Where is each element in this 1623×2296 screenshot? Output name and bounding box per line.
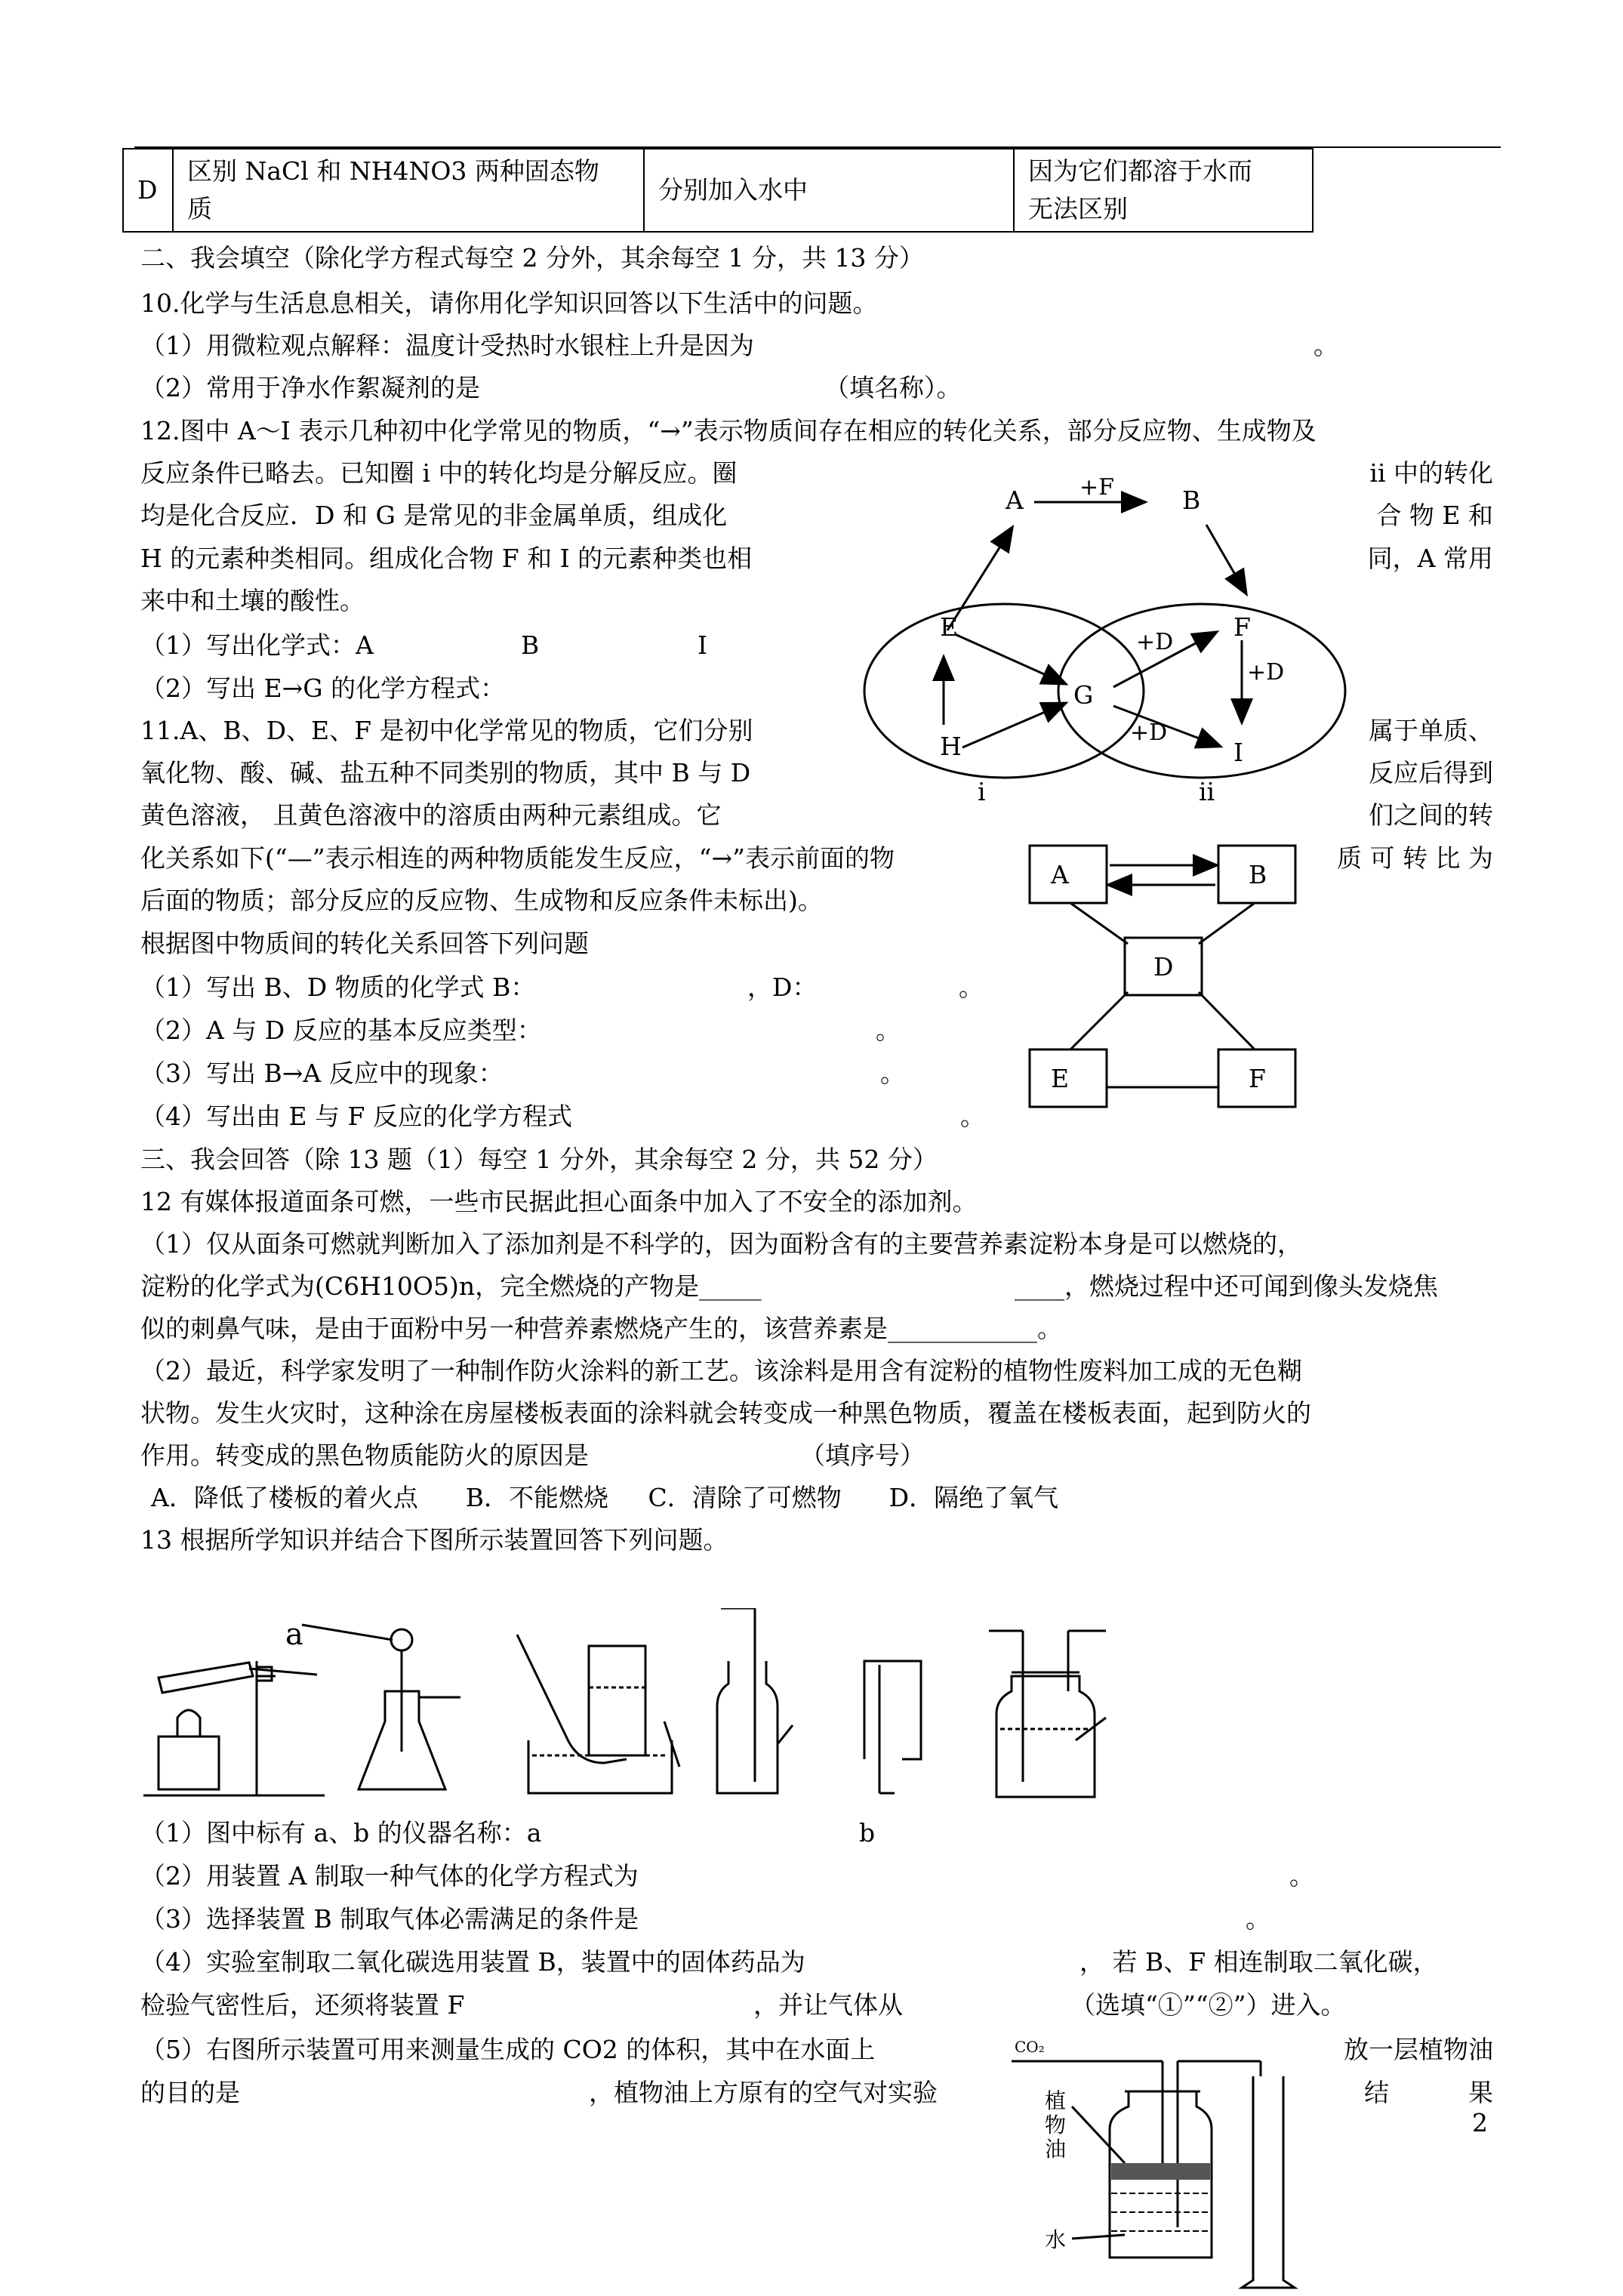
q12a-line4: H 的元素种类相同。组成化合物 F 和 I 的元素种类也相 (140, 544, 753, 573)
q12a-line4-right: 同，A 常用 (1367, 544, 1493, 573)
label-a: a (285, 1617, 303, 1652)
q13-part5-line2-right: 结 果 (1364, 2078, 1493, 2107)
q11-line4-right: 质 可 转 比 为 (1337, 843, 1493, 873)
table-cell-label: D (123, 149, 173, 232)
q13-part4-line2-right: （选填“①”“②”）进入。 (1070, 1990, 1346, 2020)
q12b-part2-line3-end: （填序号） (800, 1441, 925, 1470)
q12a-line3-right: 合 物 E 和 (1376, 501, 1493, 530)
q13-part1: （1）图中标有 a、b 的仪器名称：a (140, 1818, 542, 1848)
q12a-part2: （2）写出 E→G 的化学方程式： (140, 673, 506, 703)
q13-part5-line1: （5）右图所示装置可用来测量生成的 CO2 的体积，其中在水面上 (140, 2035, 876, 2064)
box-e: E (1051, 1064, 1070, 1093)
q13-part4-line1-right: ， 若 B、F 相连制取二氧化碳， (1079, 1947, 1438, 1977)
node-h: H (940, 732, 962, 761)
q12b-part1-line3: 似的刺鼻气味，是由于面粉中另一种营养素燃烧产生的，该营养素是____________。 (140, 1314, 1062, 1343)
node-f: F (1233, 612, 1251, 642)
table-cell-reason-line2: 无法区别 (1028, 194, 1128, 223)
apparatus-f (989, 1631, 1106, 1797)
q11-part2: （2）A 与 D 反应的基本反应类型： (140, 1015, 542, 1045)
q12b-title: 12 有媒体报道面条可燃，一些市民据此担心面条中加入了不安全的添加剂。 (140, 1187, 978, 1216)
label-circle-i: i (978, 777, 986, 806)
q13-part3-end: 。 (1246, 1904, 1270, 1934)
q13-part5-line2: 的目的是 (140, 2078, 240, 2107)
q12a-part1: （1）写出化学式：A (140, 630, 374, 660)
apparatus-e (864, 1661, 921, 1793)
q13-part4-line2: 检验气密性后，还须将装置 F (140, 1990, 465, 2020)
table-cell-reason-line1: 因为它们都溶于水而 (1028, 156, 1252, 186)
q13-part3: （3）选择装置 B 制取气体必需满足的条件是 (140, 1904, 639, 1934)
apparatus-a (143, 1661, 325, 1795)
q10-part1: （1）用微粒观点解释：温度计受热时水银柱上升是因为 (140, 331, 754, 360)
apparatus-d (717, 1608, 793, 1793)
section-3-heading: 三、我会回答（除 13 题（1）每空 1 分外，其余每空 2 分，共 52 分） (140, 1145, 938, 1174)
q10-part2: （2）常用于净水作絮凝剂的是 (140, 373, 480, 402)
q13-part2: （2）用装置 A 制取一种气体的化学方程式为 (140, 1861, 639, 1891)
q12b-part2-line2: 状物。发生火灾时，这种涂在房屋楼板表面的涂料就会转变成一种黑色物质，覆盖在楼板表面，起到防火的 (140, 1398, 1311, 1428)
q12b-part1-line2-right: ____，燃烧过程中还可闻到像头发烧焦 (1015, 1271, 1438, 1301)
box-f: F (1249, 1064, 1266, 1093)
q12b-part1-line2: 淀粉的化学式为(C6H10O5)n，完全燃烧的产物是_____ (140, 1271, 762, 1301)
table-cell-task-line2: 质 (187, 194, 212, 223)
q12a-line2-right: ii 中的转化 (1369, 458, 1493, 488)
node-g: G (1073, 680, 1094, 710)
q11-line1-right: 属于单质、 (1369, 716, 1493, 745)
q11-line1: 11.A、B、D、E、F 是初中化学常见的物质，它们分别 (140, 716, 753, 745)
q13-part5-line1-right: 放一层植物油 (1344, 2035, 1493, 2064)
options-table (122, 148, 1313, 233)
q11-line4: 化关系如下(“—”表示相连的两种物质能发生反应，“→”表示前面的物 (140, 843, 895, 873)
q12a-line5: 来中和土壤的酸性。 (140, 586, 365, 615)
apparatus-c (517, 1635, 679, 1793)
label-oil-2: 物 (1045, 2113, 1067, 2137)
table-row (123, 149, 1313, 232)
q11-line3-right: 们之间的转 (1369, 800, 1493, 830)
q10-title: 10.化学与生活息息相关，请你用化学知识回答以下生活中的问题。 (140, 288, 878, 318)
q13-part2-end: 。 (1289, 1861, 1314, 1891)
q12b-part1-line1: （1）仅从面条可燃就判断加入了添加剂是不科学的，因为面粉含有的主要营养素淀粉本身是可以燃烧的， (140, 1229, 1302, 1259)
q11-line3: 黄色溶液， 且黄色溶液中的溶质由两种元素组成。它 (140, 800, 722, 830)
node-a: A (1006, 485, 1024, 515)
q12a-line3: 均是化合反应．D 和 G 是常见的非金属单质，组成化 (140, 501, 728, 530)
q11-part3-end: 。 (880, 1059, 905, 1088)
table-cell-task-line1: 区别 NaCl 和 NH4NO3 两种固态物 (187, 156, 599, 186)
q12b-part2-line1: （2）最近，科学家发明了一种制作防火涂料的新工艺。该涂料是用含有淀粉的植物性废料加工成的无色糊 (140, 1356, 1302, 1385)
node-e: E (940, 612, 959, 642)
q11-line5: 后面的物质；部分反应的反应物、生成物和反应条件未标出)。 (140, 886, 823, 915)
q11-part2-end: 。 (876, 1015, 901, 1045)
label-oil-3: 油 (1045, 2137, 1067, 2162)
q11-part1-d: ，D： (747, 972, 818, 1002)
label-oil-1: 植 (1045, 2088, 1067, 2113)
q11-part1-end: 。 (959, 972, 984, 1002)
label-water: 水 (1045, 2227, 1067, 2252)
q11-line2-right: 反应后得到 (1369, 758, 1493, 787)
section-2-heading: 二、我会填空（除化学方程式每空 2 分外，其余每空 1 分，共 13 分） (140, 243, 924, 273)
q13-part4-line1: （4）实验室制取二氧化碳选用装置 B，装置中的固体药品为 (140, 1947, 805, 1977)
q12a-part1-i: I (698, 630, 708, 660)
q13-title: 13 根据所学知识并结合下图所示装置回答下列问题。 (140, 1525, 728, 1555)
circle-i (864, 604, 1144, 778)
label-plus-d-2: +D (1247, 659, 1285, 686)
q11-part1: （1）写出 B、D 物质的化学式 B： (140, 972, 536, 1002)
box-b: B (1249, 860, 1267, 889)
label-plus-f: +F (1079, 474, 1114, 501)
q12a-line2: 反应条件已略去。已知圈 i 中的转化均是分解反应。圈 (140, 458, 738, 488)
q10-part1-end: 。 (1313, 331, 1338, 360)
apparatus-figure (143, 1608, 1125, 1812)
circle-ii (1058, 604, 1345, 778)
table-cell-reason (1014, 149, 1313, 232)
box-a: A (1051, 860, 1069, 889)
table-cell-task (173, 149, 644, 232)
q11-line2: 氧化物、酸、碱、盐五种不同类别的物质，其中 B 与 D (140, 758, 751, 787)
q13-part4-line2-mid: ，并让气体从 (753, 1990, 903, 2020)
q11-part4: （4）写出由 E 与 F 反应的化学方程式 (140, 1102, 572, 1131)
q10-part2-end: （填名称）。 (824, 373, 962, 402)
q11-part4-end: 。 (960, 1102, 985, 1131)
label-plus-d-3: +D (1130, 720, 1168, 746)
q12b-options: A．降低了楼板的着火点 B．不能燃烧 C．清除了可燃物 D．隔绝了氧气 (151, 1483, 1059, 1512)
q13-part1-b: b (859, 1818, 876, 1848)
label-plus-d-1: +D (1136, 629, 1174, 655)
q11-part3: （3）写出 B→A 反应中的现象： (140, 1059, 504, 1088)
apparatus-b (302, 1625, 460, 1789)
q12b-part2-line3: 作用。转变成的黑色物质能防火的原因是 (140, 1441, 589, 1470)
q11-line6: 根据图中物质间的转化关系回答下列问题 (140, 929, 589, 958)
table-cell-method: 分别加入水中 (644, 149, 1014, 232)
q12a-part1-b: B (521, 630, 540, 660)
co2-measure-figure (1012, 2031, 1313, 2295)
node-i: I (1233, 738, 1244, 767)
q13-part5-line2-mid: ，植物油上方原有的空气对实验 (589, 2078, 938, 2107)
node-b: B (1182, 485, 1201, 515)
label-co2: CO₂ (1015, 2038, 1045, 2056)
box-d: D (1153, 952, 1174, 982)
q12a-line1: 12.图中 A～I 表示几种初中化学常见的物质，“→”表示物质间存在相应的转化关系，部分反应物、生成物及 (140, 416, 1317, 445)
page-number: 2 (1472, 2108, 1488, 2137)
conversion-diagram-2 (1027, 838, 1298, 1110)
label-circle-ii: ii (1199, 777, 1215, 806)
